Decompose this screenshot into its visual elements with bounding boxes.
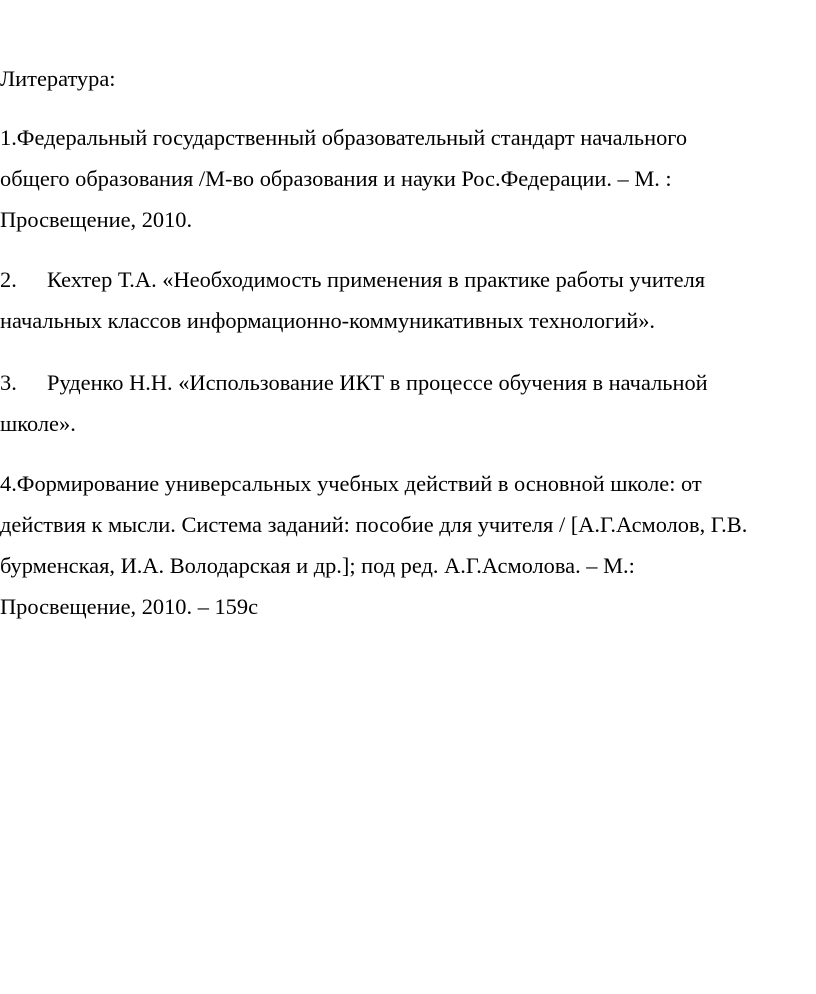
reference-line: бурменская, И.А. Володарская и др.]; под ред. А.Г.Асмолова. – М.: [0,553,635,578]
reference-line [0,463,816,504]
reference-number: 3. [0,370,17,395]
reference-text: Формирование универсальных учебных действий в основной школе: от [16,471,702,496]
reference-text: Руденко Н.Н. «Использование ИКТ в процессе обучения в начальной [47,370,708,395]
reference-line [0,259,816,300]
reference-entry-4 [0,463,816,627]
reference-number: 4. [0,471,17,496]
reference-line: общего образования /М-во образования и науки Рос.Федерации. – М. : [0,166,672,191]
reference-entry-3 [0,362,816,444]
reference-line [0,117,816,158]
reference-line: начальных классов информационно-коммуникативных технологий». [0,308,655,333]
reference-line: Просвещение, 2010. – 159с [0,594,259,619]
reference-line: действия к мысли. Система заданий: пособие для учителя / [А.Г.Асмолов, Г.В. [0,512,748,537]
reference-line: Просвещение, 2010. [0,207,193,232]
reference-line: школе». [0,411,76,436]
reference-number: 1. [0,125,17,150]
reference-number: 2. [0,267,17,292]
reference-entry-2 [0,259,816,341]
reference-line [0,362,816,403]
literature-heading: Литература: [0,66,116,91]
reference-entry-1 [0,117,816,240]
reference-text: Федеральный государственный образовательный стандарт начального [16,125,688,150]
reference-text: Кехтер Т.А. «Необходимость применения в практике работы учителя [47,267,706,292]
